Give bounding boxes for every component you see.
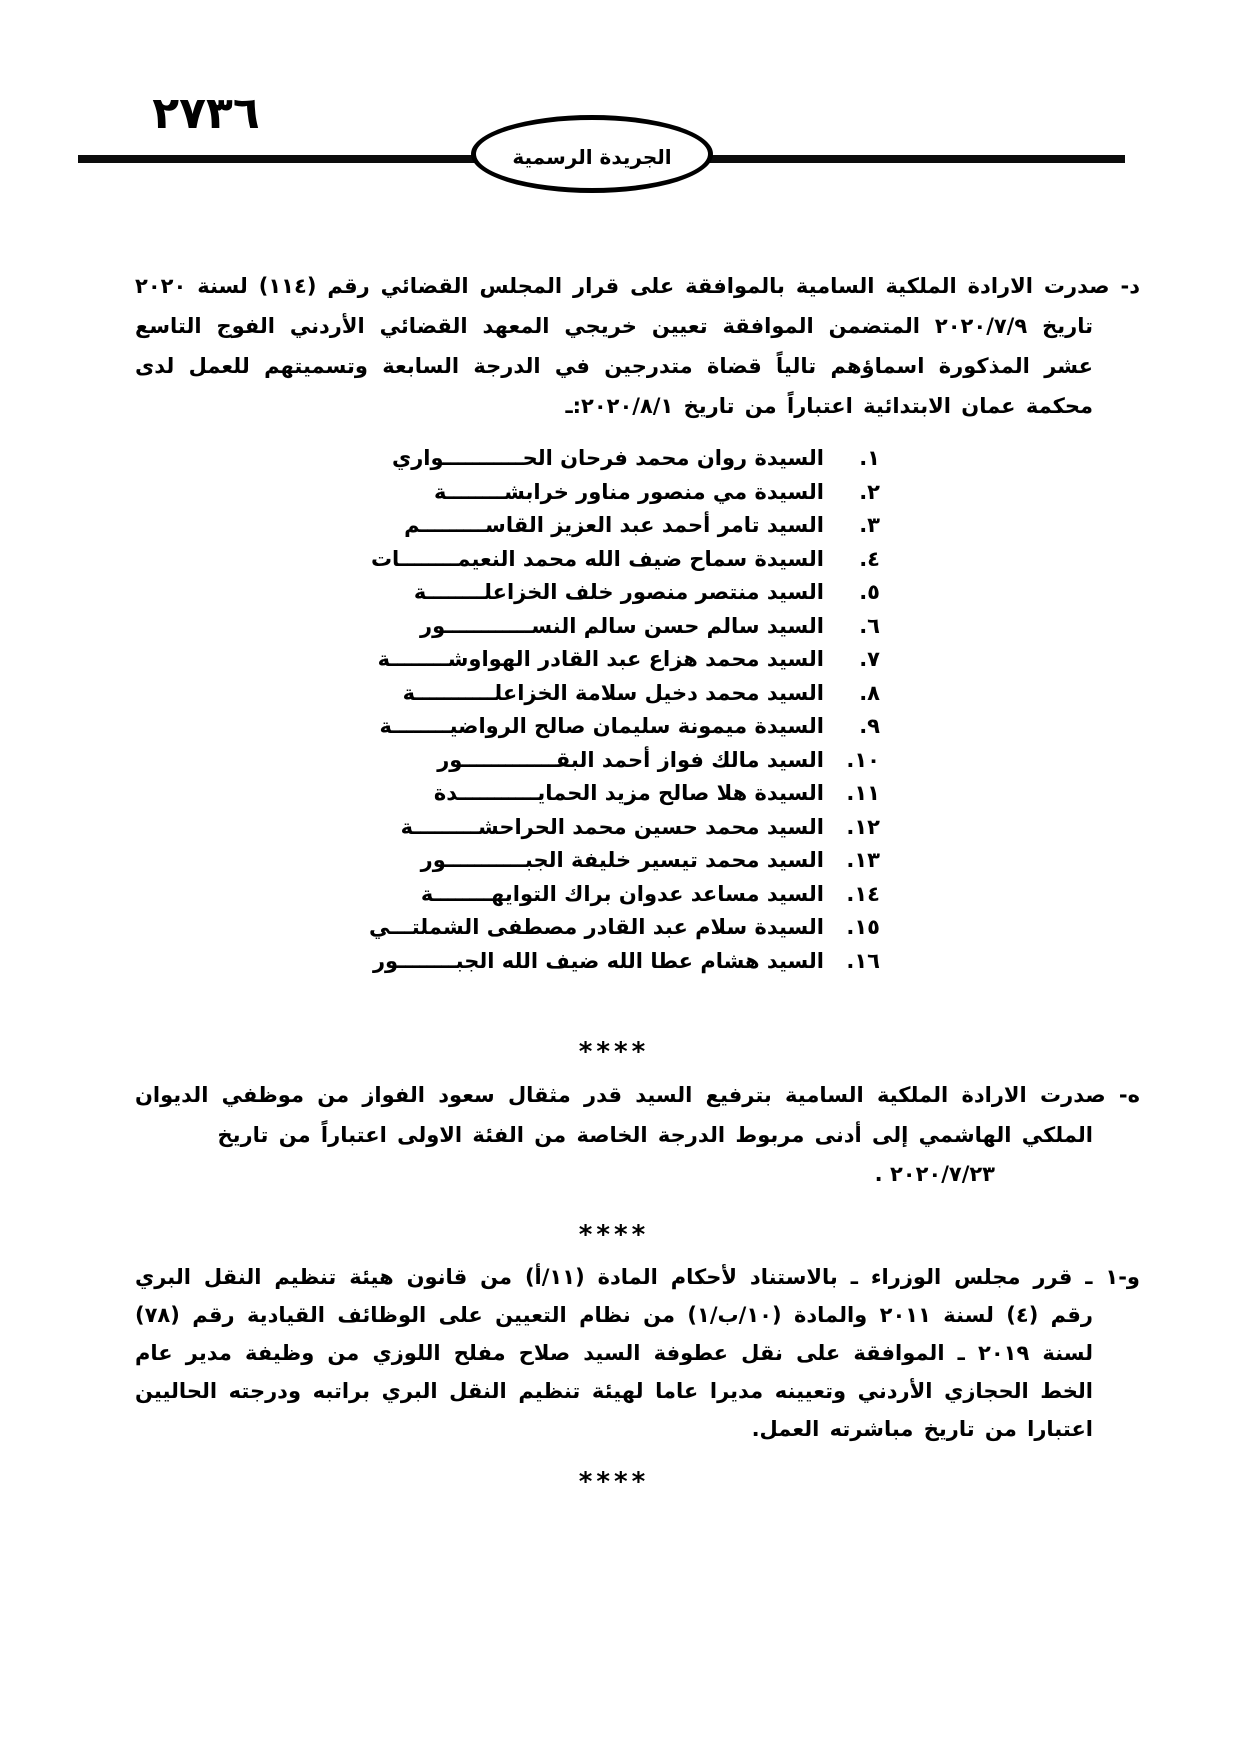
item-number: ١٢. (846, 814, 880, 839)
section-d-marker: د- (1120, 274, 1140, 298)
list-item (0, 945, 880, 979)
section-h-date: ٢٠٢٠/٧/٢٣ . (874, 1162, 995, 1186)
item-name: السيد محمد دخيل سلامة الخزاعلـــــــــــة (402, 680, 824, 705)
item-name: السيد تامر أحمد عبد العزيز القاســـــــــم (404, 513, 824, 537)
section-h-marker: ه- (1118, 1083, 1140, 1107)
list-item (0, 610, 880, 644)
item-name: السيد محمد هزاع عبد القادر الهواوشــــــــة (377, 647, 824, 671)
item-name: السيد مالك فواز أحمد البقـــــــــــــور (437, 747, 824, 772)
item-number: ١٥. (846, 915, 880, 939)
section-w-marker: و-١ ـ (1085, 1265, 1140, 1289)
gazette-badge (471, 115, 713, 193)
item-number: ٤. (859, 546, 880, 571)
item-number: ١٦. (846, 948, 880, 973)
appointees-list (0, 442, 880, 978)
list-item (0, 878, 880, 912)
list-item (0, 543, 880, 577)
item-number: ٥. (859, 580, 880, 604)
section-d-body: صدرت الارادة الملكية السامية بالموافقة على قرار المجلس القضائي رقم (١١٤) لسنة ٢٠٢٠ تاريخ ٢٠٢٠/٧/٩ المتضمن الموافقة تعيين خريجي المعهد القضائي الأردني الفوج التاسع عشر المذكورة اسماؤهم تالياً قضاة متدرجين في الدرجة السابعة وتسميتهم للعمل لدى محكمة عمان الابتدائية اعتباراً من تاريخ ٢٠٢٠/٨/١:ـ (135, 274, 1110, 418)
item-number: ٧. (859, 647, 880, 671)
item-number: ٢. (859, 479, 880, 504)
item-number: ٩. (859, 714, 880, 738)
item-name: السيدة هلا صالح مزيد الحمايـــــــــــدة (433, 781, 824, 805)
item-name: السيد مساعد عدوان براك التوايهــــــــة (420, 881, 824, 906)
list-item (0, 811, 880, 845)
item-number: ١٠. (846, 747, 880, 772)
list-item (0, 442, 880, 476)
list-item (0, 677, 880, 711)
item-name: السيد منتصر منصور خلف الخزاعلــــــــة (413, 580, 824, 604)
item-name: السيد سالم حسن سالم النســــــــــــور (420, 613, 824, 638)
item-number: ١٤. (846, 881, 880, 906)
item-number: ١٣. (846, 848, 880, 872)
item-number: ٦. (859, 613, 880, 638)
list-item (0, 576, 880, 610)
gazette-badge-label: الجريدة الرسمية (512, 145, 672, 169)
section-d-paragraph (135, 266, 1140, 426)
list-item (0, 844, 880, 878)
list-item (0, 911, 880, 945)
item-number: ٣. (859, 513, 880, 537)
item-name: السيدة سماح ضيف الله محمد النعيمــــــــات (370, 546, 824, 571)
list-item (0, 476, 880, 510)
list-item (0, 777, 880, 811)
item-number: ١. (859, 446, 880, 470)
page-number: ٢٧٣٦ (152, 88, 260, 139)
section-separator: **** (578, 1037, 650, 1067)
item-number: ١١. (846, 781, 880, 805)
list-item (0, 643, 880, 677)
section-separator: **** (578, 1220, 650, 1250)
section-w-paragraph (135, 1258, 1140, 1448)
item-name: السيدة سلام عبد القادر مصطفى الشملتـــي (368, 915, 824, 939)
list-item (0, 744, 880, 778)
item-name: السيد محمد تيسير خليفة الجبـــــــــــور (420, 848, 824, 872)
section-separator: **** (578, 1467, 650, 1497)
list-item (0, 509, 880, 543)
item-number: ٨. (859, 680, 880, 705)
section-w-body: قرر مجلس الوزراء ـ بالاستناد لأحكام المادة (١١/أ) من قانون هيئة تنظيم النقل البري رقم (٤) لسنة ٢٠١١ والمادة (١٠/ب/١) من نظام التعيين على الوظائف القيادية رقم (٧٨) لسنة ٢٠١٩ ـ الموافقة على نقل عطوفة السيد صلاح مفلح اللوزي من وظيفة مدير عام الخط الحجازي الأردني وتعيينه مديرا عاما لهيئة تنظيم النقل البري براتبه ودرجته الحاليين اعتبارا من تاريخ مباشرته العمل. (135, 1265, 1093, 1441)
item-name: السيدة روان محمد فرحان الحـــــــــــواري (391, 446, 824, 470)
section-h-body: صدرت الارادة الملكية السامية بترفيع السيد قدر مثقال سعود الفواز من موظفي الديوان الملكي الهاشمي إلى أدنى مربوط الدرجة الخاصة من الفئة الاولى اعتباراً من تاريخ (135, 1083, 1106, 1147)
item-name: السيد محمد حسين محمد الحراحشـــــــــة (400, 814, 824, 839)
item-name: السيد هشام عطا الله ضيف الله الجبــــــــور (372, 948, 824, 973)
section-h-paragraph (135, 1075, 1140, 1155)
item-name: السيدة مي منصور مناور خرابشــــــــة (434, 479, 824, 504)
item-name: السيدة ميمونة سليمان صالح الرواضيــــــــة (379, 714, 824, 738)
list-item (0, 710, 880, 744)
